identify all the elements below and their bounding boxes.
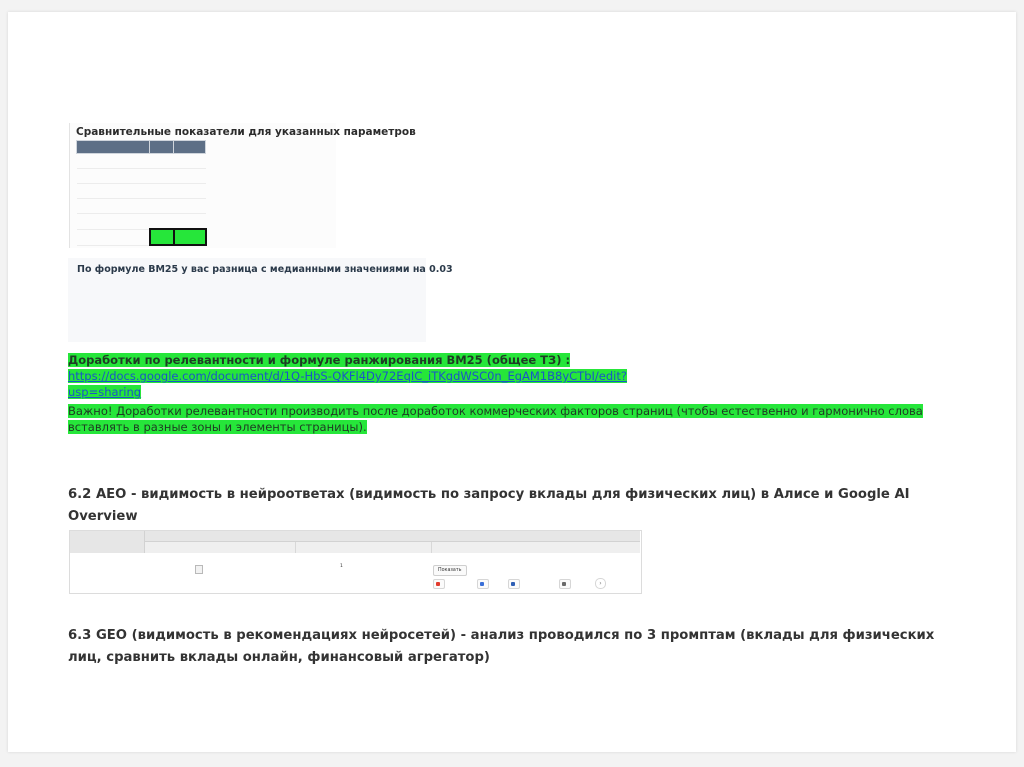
source-chip[interactable] bbox=[559, 579, 571, 589]
table-cell bbox=[150, 184, 174, 199]
aeo-subheader bbox=[296, 542, 432, 553]
relevance-tz-block bbox=[68, 352, 688, 400]
relevance-tz-title: Доработки по релевантности и формуле ранжирования BM25 (общее ТЗ) : bbox=[68, 353, 571, 367]
favicon-icon bbox=[511, 582, 515, 586]
comparison-table bbox=[76, 140, 207, 276]
table-cell bbox=[174, 184, 206, 199]
relevance-note-block bbox=[68, 403, 948, 435]
table-cell bbox=[150, 154, 174, 169]
table-row bbox=[77, 169, 206, 184]
table-header-cell bbox=[77, 141, 150, 154]
table-cell bbox=[150, 169, 174, 184]
table-cell bbox=[77, 214, 150, 230]
table-header-row bbox=[77, 141, 206, 154]
aeo-position-value: 1 bbox=[340, 564, 343, 569]
favicon-icon bbox=[562, 582, 566, 586]
table-row bbox=[77, 229, 206, 245]
favicon-icon bbox=[480, 582, 484, 586]
bm25-note-title: По формуле BM25 у вас разница с медианными значениями на 0.03 bbox=[77, 264, 453, 275]
aeo-table-screenshot bbox=[69, 530, 642, 594]
highlighted-cell bbox=[150, 229, 174, 245]
table-cell bbox=[77, 154, 150, 169]
table-row bbox=[77, 184, 206, 199]
table-cell bbox=[174, 199, 206, 214]
chevron-right-icon[interactable]: › bbox=[595, 578, 606, 589]
table-row bbox=[77, 199, 206, 214]
table-cell bbox=[77, 184, 150, 199]
aeo-section-heading: 6.2 AEO - видимость в нейроответах (видимость по запросу вклады для физических лиц) в Алисе и Google AI Overview bbox=[68, 487, 910, 524]
table-row bbox=[77, 154, 206, 169]
table-cell bbox=[174, 214, 206, 230]
table-header-cell bbox=[174, 141, 206, 154]
highlighted-cell bbox=[174, 229, 206, 245]
aeo-subheader bbox=[432, 542, 640, 553]
aeo-subheader bbox=[145, 542, 296, 553]
bm25-note-screenshot bbox=[68, 258, 453, 342]
table-cell bbox=[174, 154, 206, 169]
table-cell bbox=[77, 169, 150, 184]
comparison-table-screenshot bbox=[69, 123, 416, 248]
source-chip[interactable] bbox=[477, 579, 489, 589]
table-cell bbox=[150, 199, 174, 214]
table-cell bbox=[77, 229, 150, 245]
document-icon bbox=[195, 565, 203, 574]
table-cell bbox=[174, 169, 206, 184]
source-chip[interactable] bbox=[433, 579, 445, 589]
bm25-note-body bbox=[79, 280, 414, 289]
table-row bbox=[77, 214, 206, 230]
relevance-tz-link[interactable]: https://docs.google.com/document/d/1Q-HbS-QKFl4Dy72EqIC_iTKgdWSC0n_EgAM1B8yCTbI/edit?usp=sharing bbox=[68, 369, 627, 399]
geo-section-heading: 6.3 GEO (видимость в рекомендациях нейросетей) - анализ проводился по 3 промптам (вклады для физических лиц, сравнить вклады онлайн, финансовый агрегатор) bbox=[68, 628, 935, 665]
favicon-icon bbox=[436, 582, 440, 586]
source-chip[interactable] bbox=[508, 579, 520, 589]
table-cell bbox=[77, 199, 150, 214]
show-button[interactable]: Показать bbox=[433, 565, 467, 576]
comparison-table-title: Сравнительные показатели для указанных параметров bbox=[76, 126, 416, 138]
aeo-query-header bbox=[70, 531, 145, 553]
table-header-cell bbox=[150, 141, 174, 154]
table-cell bbox=[150, 214, 174, 230]
aeo-engine-header bbox=[145, 531, 640, 542]
relevance-note-text: Важно! Доработки релевантности производить после доработок коммерческих факторов страниц (чтобы естественно и гармонично слова вставлять в разные зоны и элементы страницы). bbox=[68, 404, 923, 434]
